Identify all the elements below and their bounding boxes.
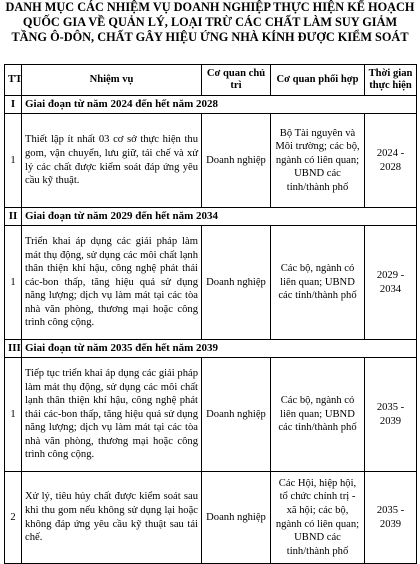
phase-row [5,96,417,114]
row-tt: 1 [5,358,22,472]
row-lead-agency: Doanh nghiệp [202,472,271,564]
row-partner-agency: Các Hội, hiệp hội, tổ chức chính trị - xã hội; các bộ, ngành có liên quan; UBND các tỉnh/thành phố [271,472,365,564]
phase-numeral: III [5,340,22,358]
table-row [5,358,417,472]
header-time: Thời gian thực hiện [365,65,417,96]
row-time: 2035 - 2039 [365,358,417,472]
row-task: Tiếp tục triển khai áp dụng các giải pháp làm mát thụ động, sử dụng các môi chất lạnh thân thiện khí hậu, công nghệ phát thải các-bon thấp, tăng hiệu quả sử dụng năng lượng; dịch vụ làm mát tại các tòa nhà văn phòng, thương mại hoặc công trình công cộng. [22,358,202,472]
task-table [4,64,417,564]
row-partner-agency: Các bộ, ngành có liên quan; UBND các tỉnh/thành phố [271,226,365,340]
row-partner-agency: Bộ Tài nguyên và Môi trường; các bộ, ngành có liên quan; UBND các tỉnh/thành phố [271,114,365,208]
row-time: 2035 - 2039 [365,472,417,564]
row-lead-agency: Doanh nghiệp [202,226,271,340]
header-lead-agency: Cơ quan chủ trì [202,65,271,96]
phase-numeral: II [5,208,22,226]
row-task: Triển khai áp dụng các giải pháp làm mát thụ động, sử dụng các môi chất lạnh thân thiện khí hậu, công nghệ phát thải các-bon thấp, tăng hiệu quả sử dụng năng lượng; dịch vụ làm mát tại các tòa nhà văn phòng, thương mại hoặc công trình công cộng. [22,226,202,340]
header-row [5,65,417,96]
phase-numeral: I [5,96,22,114]
row-time: 2024 - 2028 [365,114,417,208]
row-tt: 2 [5,472,22,564]
row-task: Xử lý, tiêu hủy chất được kiểm soát sau khi thu gom nếu không sử dụng lại hoặc không đáp ứng yêu cầu kỹ thuật sau tái chế. [22,472,202,564]
row-task: Thiết lập ít nhất 03 cơ sở thực hiện thu gom, vận chuyển, lưu giữ, tái chế và xử lý các chất được kiểm soát đáp ứng yêu cầu kỹ thuật. [22,114,202,208]
row-lead-agency: Doanh nghiệp [202,114,271,208]
table-row [5,472,417,564]
header-task: Nhiệm vụ [22,65,202,96]
row-partner-agency: Các bộ, ngành có liên quan; UBND các tỉnh/thành phố [271,358,365,472]
header-partner-agency: Cơ quan phối hợp [271,65,365,96]
row-time: 2029 - 2034 [365,226,417,340]
table-row [5,226,417,340]
phase-title: Giai đoạn từ năm 2035 đến hết năm 2039 [22,340,417,358]
row-tt: 1 [5,114,22,208]
phase-row [5,208,417,226]
row-tt: 1 [5,226,22,340]
phase-row [5,340,417,358]
table-row [5,114,417,208]
phase-title: Giai đoạn từ năm 2024 đến hết năm 2028 [22,96,417,114]
document-title: DANH MỤC CÁC NHIỆM VỤ DOANH NGHIỆP THỰC HIỆN KẾ HOẠCH QUỐC GIA VỀ QUẢN LÝ, LOẠI TRỪ CÁC CHẤT LÀM SUY GIẢM TẦNG Ô-DÔN, CHẤT GÂY HIỆU ỨNG NHÀ KÍNH ĐƯỢC KIỂM SOÁT [5,0,415,44]
row-lead-agency: Doanh nghiệp [202,358,271,472]
header-tt: TT [5,65,22,96]
phase-title: Giai đoạn từ năm 2029 đến hết năm 2034 [22,208,417,226]
